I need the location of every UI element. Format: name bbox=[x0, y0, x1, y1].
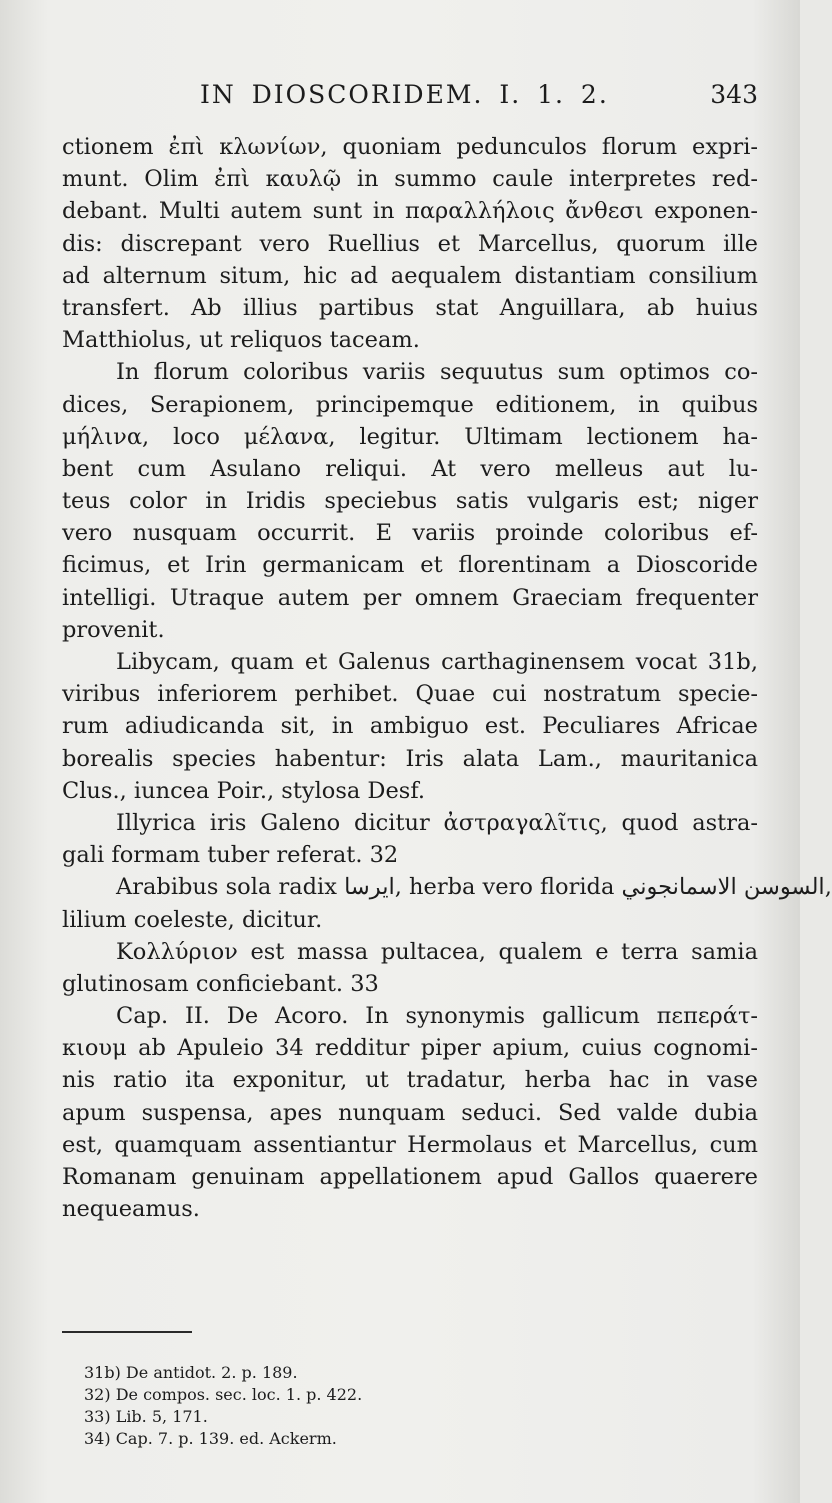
text-line: dis: discrepant vero Ruellius et Marcellus, quorum ille bbox=[62, 230, 758, 257]
text-line: lilium coeleste, dicitur. bbox=[62, 906, 323, 933]
footnote: 32) De compos. sec. loc. 1. p. 422. bbox=[84, 1385, 363, 1404]
footnote: 34) Cap. 7. p. 139. ed. Ackerm. bbox=[84, 1429, 337, 1448]
text-line: est, quamquam assentiantur Hermolaus et Marcellus, cum bbox=[62, 1131, 758, 1158]
text-line: debant. Multi autem sunt in παραλλήλοις ἄνθεσι exponen- bbox=[62, 198, 758, 225]
text-line: apum suspensa, apes nunquam seduci. Sed valde dubia bbox=[62, 1099, 758, 1126]
text-line: Κολλύριον est massa pultacea, qualem e terra samia bbox=[116, 938, 758, 965]
text-line: borealis species habentur: Iris alata Lam., mauritanica bbox=[62, 745, 758, 772]
page-number: 343 bbox=[710, 80, 758, 109]
main-text bbox=[62, 131, 832, 1225]
text-line: Libycam, quam et Galenus carthaginensem vocat 31b, bbox=[116, 649, 758, 675]
text-line: ad alternum situm, hic ad aequalem distantiam consilium bbox=[62, 262, 758, 289]
text-line: provenit. bbox=[62, 616, 165, 643]
text-line: Illyrica iris Galeno dicitur ἀστραγαλῖτις, quod astra- bbox=[116, 809, 758, 836]
text-line: Matthiolus, ut reliquos taceam. bbox=[62, 327, 420, 354]
text-line: rum adiudicanda sit, in ambiguo est. Peculiares Africae bbox=[62, 713, 758, 740]
text-line: dices, Serapionem, principemque editionem, in quibus bbox=[62, 391, 758, 418]
text-line: munt. Olim ἐπὶ καυλῷ in summo caule interpretes red- bbox=[62, 166, 758, 193]
footnotes bbox=[84, 1362, 584, 1450]
running-head bbox=[0, 80, 800, 120]
footnote: 31b) De antidot. 2. p. 189. bbox=[84, 1363, 298, 1382]
text-line: μήλινα, loco μέλανα, legitur. Ultimam lectionem ha- bbox=[62, 423, 758, 450]
footnote-rule bbox=[62, 1331, 192, 1333]
text-line: teus color in Iridis speciebus satis vulgaris est; niger bbox=[62, 488, 758, 515]
text-line: κιουμ ab Apuleio 34 redditur piper apium, cuius cognomi- bbox=[62, 1035, 758, 1062]
text-line: transfert. Ab illius partibus stat Anguillara, ab huius bbox=[62, 294, 758, 321]
text-line: nequeamus. bbox=[62, 1196, 200, 1223]
text-line: glutinosam conficiebant. 33 bbox=[62, 970, 379, 997]
text-line: Romanam genuinam appellationem apud Gallos quaerere bbox=[62, 1164, 758, 1190]
footnote: 33) Lib. 5, 171. bbox=[84, 1407, 208, 1426]
text-line: gali formam tuber referat. 32 bbox=[62, 842, 399, 869]
text-line: In florum coloribus variis sequutus sum optimos co- bbox=[116, 359, 758, 386]
text-line: nis ratio ita exponitur, ut tradatur, herba hac in vase bbox=[62, 1067, 758, 1094]
text-line: Clus., iuncea Poir., stylosa Desf. bbox=[62, 777, 426, 804]
text-line: intelligi. Utraque autem per omnem Graeciam frequenter bbox=[62, 584, 758, 611]
text-line: bent cum Asulano reliqui. At vero melleus aut lu- bbox=[62, 455, 758, 482]
text-line: viribus inferiorem perhibet. Quae cui nostratum specie- bbox=[62, 681, 758, 708]
text-line: ficimus, et Irin germanicam et florentinam a Dioscoride bbox=[62, 552, 758, 579]
text-line: ctionem ἐπὶ κλωνίων, quoniam pedunculos florum expri- bbox=[62, 134, 758, 160]
text-line: Cap. II. De Acoro. In synonymis gallicum πεπεράτ- bbox=[116, 1003, 758, 1030]
text-line: Arabibus sola radix ايرسا, herba vero florida السوسن الاسمانجوني, bbox=[116, 874, 832, 901]
text-line: vero nusquam occurrit. E variis proinde coloribus ef- bbox=[62, 520, 758, 547]
running-head-title: IN DIOSCORIDEM. I. 1. 2. bbox=[200, 80, 609, 109]
